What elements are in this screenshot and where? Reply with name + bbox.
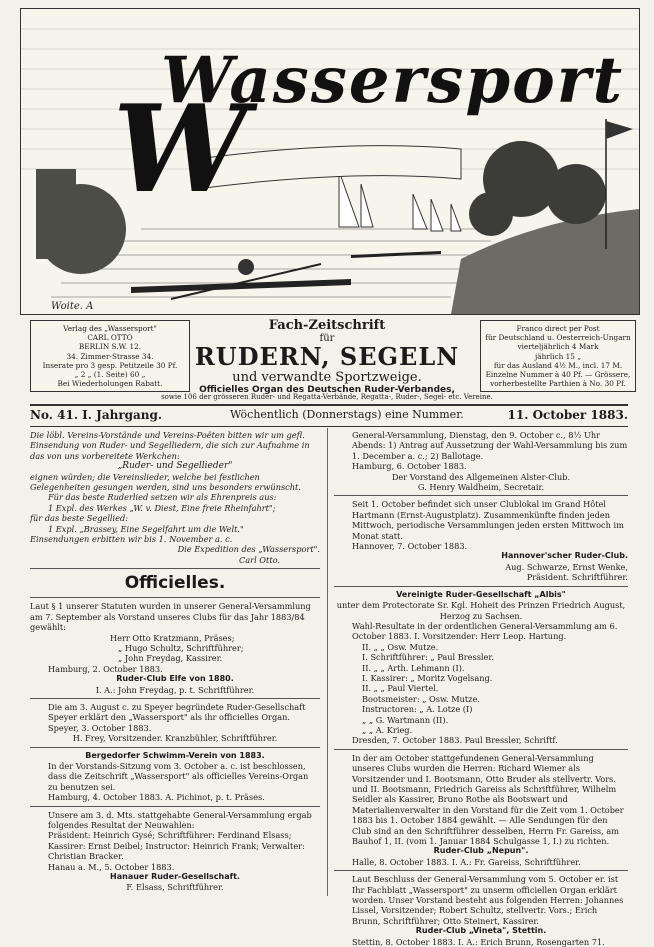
subscription-box <box>480 320 636 392</box>
notice-paragraph: Die löbl. Vereins-Vorstände und Vereins-Poëten bitten wir um gefl. Einsendung von Ruder- und Segelliedern, die sich zur Aufnahme in das von uns vorbereitete Werkchen: <box>30 430 310 461</box>
subscription-region: für Deutschland u. Oesterreich-Ungarn <box>485 333 631 343</box>
ad-discount: Bei Wiederholungen Rabatt. <box>57 379 163 389</box>
notice-signature-name: Carl Otto. <box>239 554 280 565</box>
election-row: II. „ „ Osw. Mutze. <box>362 641 439 652</box>
club-name: Hannover'scher Ruder-Club. <box>501 551 628 561</box>
issue-number: No. 41. I. Jahrgang. <box>30 408 163 422</box>
journal-subjects: RUDERN, SEGELN <box>194 342 460 371</box>
announcement-text: Unsere am 3. d. Mts. stattgehabte General-Versammlung ergab folgendes Resultat der Neuwahlen: <box>48 809 312 830</box>
ad-rate-1: Inserate pro 3 gesp. Petitzeile 30 Pf. <box>42 360 178 370</box>
announcement-line: „ John Freydag, Kassirer. <box>118 653 223 664</box>
journal-type: Fach-Zeitschrift <box>268 318 386 333</box>
left-column <box>30 430 320 893</box>
announcement-text: Laut Beschluss der General-Versammlung vom 5. October er. ist Ihr Fachblatt „Wassersport" zu unserm officiellen Organ erklärt worden. Unser Vorstand besteht aus folgenden Herren: Johannes Lissel, Vorsitzender; Robert Schultz, stellvertr. Vors.; Erich Brunn, Schriftführer; Otto Steinert, Kassirer. <box>352 874 624 926</box>
announcement-text: Die am 3. August c. zu Speyer begründete Ruder-Gesellschaft Speyer erklärt den „Wassersport" als ihr officielles Organ. <box>48 701 306 723</box>
journal-official-organ: Officielles Organ des Deutschen Ruder-Verbandes, <box>199 385 455 395</box>
notice-paragraph: für das beste Segellied: <box>30 513 129 524</box>
column-divider <box>327 428 328 896</box>
election-row: II. „ „ Paul Viertel. <box>362 683 439 694</box>
announcement-text: General-Versammlung, Dienstag, den 9. October c., 8½ Uhr Abends: 1) Antrag auf Aussetzung der Wahl-Versammlung bis zum 1. December a. c.; 2) Ballotage. <box>352 430 628 461</box>
announcement-text: Seit 1. October befindet sich unser Clublokal im Grand Hôtel Hartmann (Ernst-Augustplatz). Zusammenkünfte finden jeden Mittwoch, periodische Versammlungen jeden ersten Mittwoch im Monat statt. <box>352 499 624 541</box>
publisher-street: 34. Zimmer-Strasse 34. <box>66 351 154 361</box>
right-column <box>334 430 628 947</box>
journal-subtitle-block <box>185 318 469 395</box>
announcement-place-date: Hamburg, 6. October 1883. <box>352 461 467 472</box>
announcement-signature-roles: Präsident. Schriftführer. <box>526 572 628 583</box>
publisher-line: Verlag des „Wassersport" <box>63 324 157 333</box>
publisher-city: BERLIN S.W. 12. <box>78 342 142 352</box>
announcement-place-date: Speyer, 3. October 1883. <box>48 722 152 733</box>
issue-info-bar <box>30 404 628 427</box>
announcement-place-date: Hanau a. M., 5. October 1883. <box>48 861 175 872</box>
section-heading: Officielles. <box>124 573 226 594</box>
notice-paragraph: Für das beste Ruderlied setzen wir als Ehrenpreis aus: <box>48 492 277 503</box>
announcement-signature: G. Henry Waldheim, Secretair. <box>417 482 545 493</box>
announcement-signature: F. Elsass, Schriftführer. <box>126 882 224 893</box>
election-row: „ „ G. Wartmann (II). <box>362 714 449 725</box>
subscription-title: Franco direct per Post <box>516 324 600 333</box>
announcement-text: Wahl-Resultate in der ordentlichen General-Versammlung am 6. October 1883. I. Vorsitzender: Herr Leop. Hartung. <box>352 620 618 642</box>
subscription-quarterly: vierteljährlich 4 Mark <box>517 342 599 352</box>
notice-book-title: „Ruder- und Segellieder" <box>117 461 233 472</box>
election-row: Instructoren: „ A. Lotze (I) <box>362 704 473 715</box>
bulk-price: vorherbestellte Parthien à No. 30 Pf. <box>490 379 626 389</box>
journal-for: für <box>319 333 335 344</box>
announcement-signature: I. A.: John Freydag, p. t. Schriftführer. <box>95 684 255 695</box>
club-name: Bergedorfer Schwimm-Verein von 1883. <box>85 750 265 760</box>
announcement-text: Laut § 1 unserer Statuten wurden in unserer General-Versammlung am 7. September als Vorstand unseres Clubs für das Jahr 1883/84 gewählt: <box>30 601 311 633</box>
notice-prize: 1 Expl. „Brassey, Eine Segelfahrt um die Welt." <box>48 523 244 534</box>
club-name: Der Vorstand des Allgemeinen Alster-Club. <box>391 471 571 482</box>
announcement-place-date: Stettin, 8. October 1883. I. A.: Erich Brunn, Rosengarten 71. <box>352 936 605 947</box>
announcement-line: Herr Otto Kratzmann, Präses; <box>110 632 235 643</box>
club-name: Hanauer Ruder-Gesellschaft. <box>110 872 240 882</box>
issue-date: 11. October 1883. <box>507 408 628 422</box>
club-name: Ruder-Club Elfe von 1880. <box>116 674 234 684</box>
publisher-box <box>30 320 190 392</box>
masthead-title: Wassersport <box>161 43 625 118</box>
announcement-signature: H. Frey, Vorsitzender. Kranzbühler, Schriftführer. <box>72 733 278 744</box>
journal-related: und verwandte Sportzweige. <box>232 370 422 385</box>
artist-signature: Woite. A <box>51 301 94 312</box>
announcement-text: In der Vorstands-Sitzung vom 3. October a. c. ist beschlossen, dass die Zeitschrift „Wassersport" als officielles Vereins-Organ zu benutzen sei. <box>48 760 309 792</box>
club-name: Vereinigte Ruder-Gesellschaft „Albis" <box>396 589 566 599</box>
announcement-text: In der am October stattgefundenen General-Versammlung unseres Clubs wurden die Herren: Richard Wiemer als Vorsitzender und I. Bootsmann, Otto Bruder als stellvertr. Vors. und II. Bootsmann, Friedrich Gareiss als Schriftführer, Wilhelm Seidler als Kassirer, Bruno Rothe als Bootswart und Materialienverwalter in den Vorstand für die Zeit vom 1. October 1883 bis 1. October 1884 gewählt. — Alle Sendungen für den Club sind an den Schriftführer desselben, Herrn Fr. Gareiss, am Bauhof 1, II. (vom 1. Januar 1884 Schulgasse 1, I.) zu richten. <box>352 752 624 847</box>
announcement-place-date: Halle, 8. October 1883. I. A.: Fr. Gareiss, Schriftführer. <box>352 856 581 867</box>
ad-rate-2: „ 2 „ (1. Seite) 60 „ <box>74 370 146 380</box>
election-row: II. „ „ Arth. Lehmann (I). <box>362 662 465 673</box>
announcement-place-date: Hannover, 7. October 1883. <box>352 541 468 552</box>
election-row: Bootsmeister: „ Osw. Mutze. <box>362 693 480 704</box>
publication-frequency: Wöchentlich (Donnerstags) eine Nummer. <box>230 408 464 421</box>
club-name: Ruder-Club „Nepun". <box>433 846 529 856</box>
notice-signature: Die Expedition des „Wassersport". <box>177 544 320 555</box>
announcement-signature: Aug. Schwarze, Ernst Wenke, <box>505 561 628 572</box>
announcement-text: Präsident: Heinrich Gysé; Schriftführer: Ferdinand Elsass; Kassirer: Ernst Deibel; Instructor: Heinrich Frank; Verwalter: Christian Bracker. <box>48 830 305 862</box>
notice-prize: 1 Expl. des Werkes „W. v. Diest, Eine freie Rheinfahrt"; <box>48 502 276 513</box>
announcement-place-date: Hamburg, 4. October 1883. A. Pichinot, p. t. Präses. <box>48 792 265 803</box>
club-name: Ruder-Club „Vineta", Stettin. <box>415 926 547 936</box>
subscription-abroad: für das Ausland 4½ M., incl. 17 M. <box>493 360 623 370</box>
election-row: I. Kassirer: „ Moritz Vogelsang. <box>362 672 493 683</box>
masthead-illustration <box>20 8 640 315</box>
election-row: „ „ A. Krieg. <box>362 724 413 735</box>
election-row: I. Schriftführer: „ Paul Bressler. <box>362 652 494 663</box>
announcement-place-date: Dresden, 7. October 1883. Paul Bressler, Schriftf. <box>352 735 558 746</box>
single-issue-price: Einzelne Nummer à 40 Pf. — Grössere, <box>485 370 631 380</box>
masthead-initial: W <box>113 79 248 220</box>
publisher-name: CARL OTTO <box>87 333 133 343</box>
journal-affiliates: sowie 106 der grösseren Ruder- und Regatta-Verbände, Regatta-, Ruder-, Segel- etc. Vereine. <box>161 393 493 401</box>
announcement-place-date: Hamburg, 2. October 1883. <box>48 663 163 674</box>
subscription-yearly: jährlich 15 „ <box>535 351 581 361</box>
notice-deadline: Einsendungen erbitten wir bis 1. November a. c. <box>30 534 233 545</box>
notice-paragraph: eignen würden; die Vereinslieder, welche bei festlichen Gelegenheiten gesungen werden, sind uns besonders erwünscht. <box>30 471 301 493</box>
club-protectorate: unter dem Protectorate Sr. Kgl. Hoheit des Prinzen Friedrich August, Herzog zu Sachsen. <box>336 600 626 621</box>
announcement-line: „ Hugo Schultz, Schriftführer; <box>118 642 244 653</box>
